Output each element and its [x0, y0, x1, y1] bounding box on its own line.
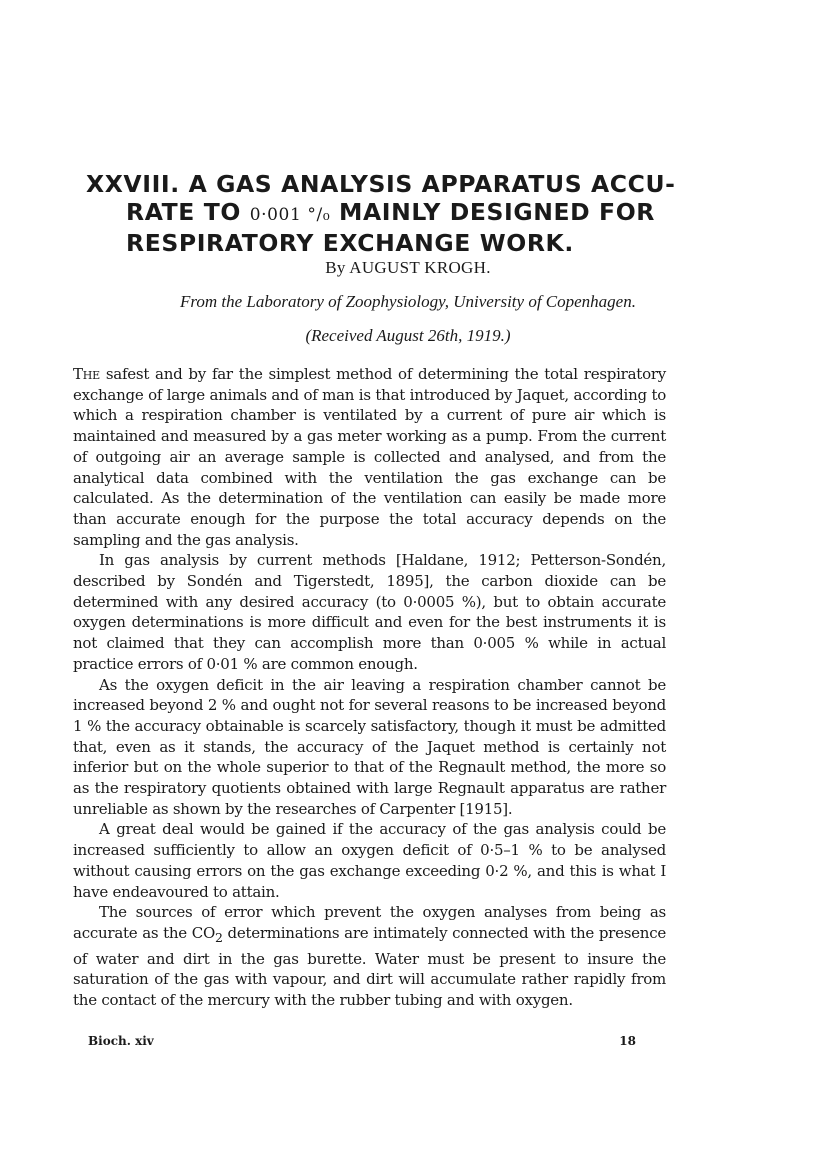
paragraph-5-text-a: The sources of error which prevent the oxygen analyses from being as accurate as the CO [73, 903, 666, 942]
page-number: 18 [619, 1034, 636, 1048]
paragraph-4: A great deal would be gained if the accuracy of the gas analysis could be increased sufficiently to allow an oxygen deficit of 0·5–1 % to be analysed without causing errors on the gas exchange exceeding 0·2 %, and this is what I have endeavoured to attain. [73, 820, 666, 901]
journal-reference: Bioch. xiv [88, 1034, 154, 1048]
author-byline: By AUGUST KROGH. [325, 258, 491, 277]
title-line-2-pre: RATE TO [126, 198, 250, 226]
title-accuracy-value: 0·001 °/₀ [249, 205, 331, 225]
title-line-1: XXVIII. A GAS ANALYSIS APPARATUS ACCU- [86, 170, 676, 198]
received-date: (Received August 26th, 1919.) [305, 326, 511, 345]
paragraph-1-text: safest and by far the simplest method of determining the total respiratory exchange of large animals and of man is that introduced by Jaquet, according to which a respiration chamber is ventilated by a current of pure air which is maintained and measured by a gas meter working as a pump. From the current of outgoing air an average sample is collected and analysed, and from the analytical data combined with the ventilation the gas exchange can be calculated. As the determination of the ventilation can easily be made more than accurate enough for the purpose the total accuracy depends on the sampling and the gas analysis. [73, 365, 666, 549]
title-line-3: RESPIRATORY EXCHANGE WORK. [126, 229, 574, 257]
article-body [73, 364, 666, 1011]
paragraph-1-lead: The [73, 365, 100, 383]
author-affiliation: From the Laboratory of Zoophysiology, University of Copenhagen. [180, 292, 636, 311]
paragraph-3: As the oxygen deficit in the air leaving a respiration chamber cannot be increased beyond 2 % and ought not for several reasons to be increased beyond 1 % the accuracy obtainable is scarcely satisfactory, though it must be admitted that, even as it stands, the accuracy of the Jaquet method is certainly not inferior but on the whole superior to that of the Regnault method, the more so as the respiratory quotients obtained with large Regnault apparatus are rather unreliable as shown by the researches of Carpenter [1915]. [73, 675, 666, 818]
paragraph-5-text-b: determinations are intimately connected with the presence of water and dirt in the gas burette. Water must be present to insure the saturation of the gas with vapour, and dirt will accumulate rather rapidly from the contact of the mercury with the rubber tubing and with oxygen. [73, 923, 666, 1010]
title-line-2 [86, 198, 686, 229]
paragraph-5 [73, 902, 666, 1011]
title-line-2-post: MAINLY DESIGNED FOR [330, 198, 655, 226]
paragraph-2: In gas analysis by current methods [Haldane, 1912; Petterson-Sondén, described by Sondén and Tigerstedt, 1895], the carbon dioxide can be determined with any desired accuracy (to 0·0005 %), but to obtain accurate oxygen determinations is more difficult and even for the best instruments it is not claimed that they can accomplish more than 0·005 % while in actual practice errors of 0·01 % are common enough. [73, 551, 666, 673]
paragraph-1 [73, 364, 666, 550]
co2-subscript: 2 [215, 929, 223, 945]
article-title [86, 170, 686, 257]
